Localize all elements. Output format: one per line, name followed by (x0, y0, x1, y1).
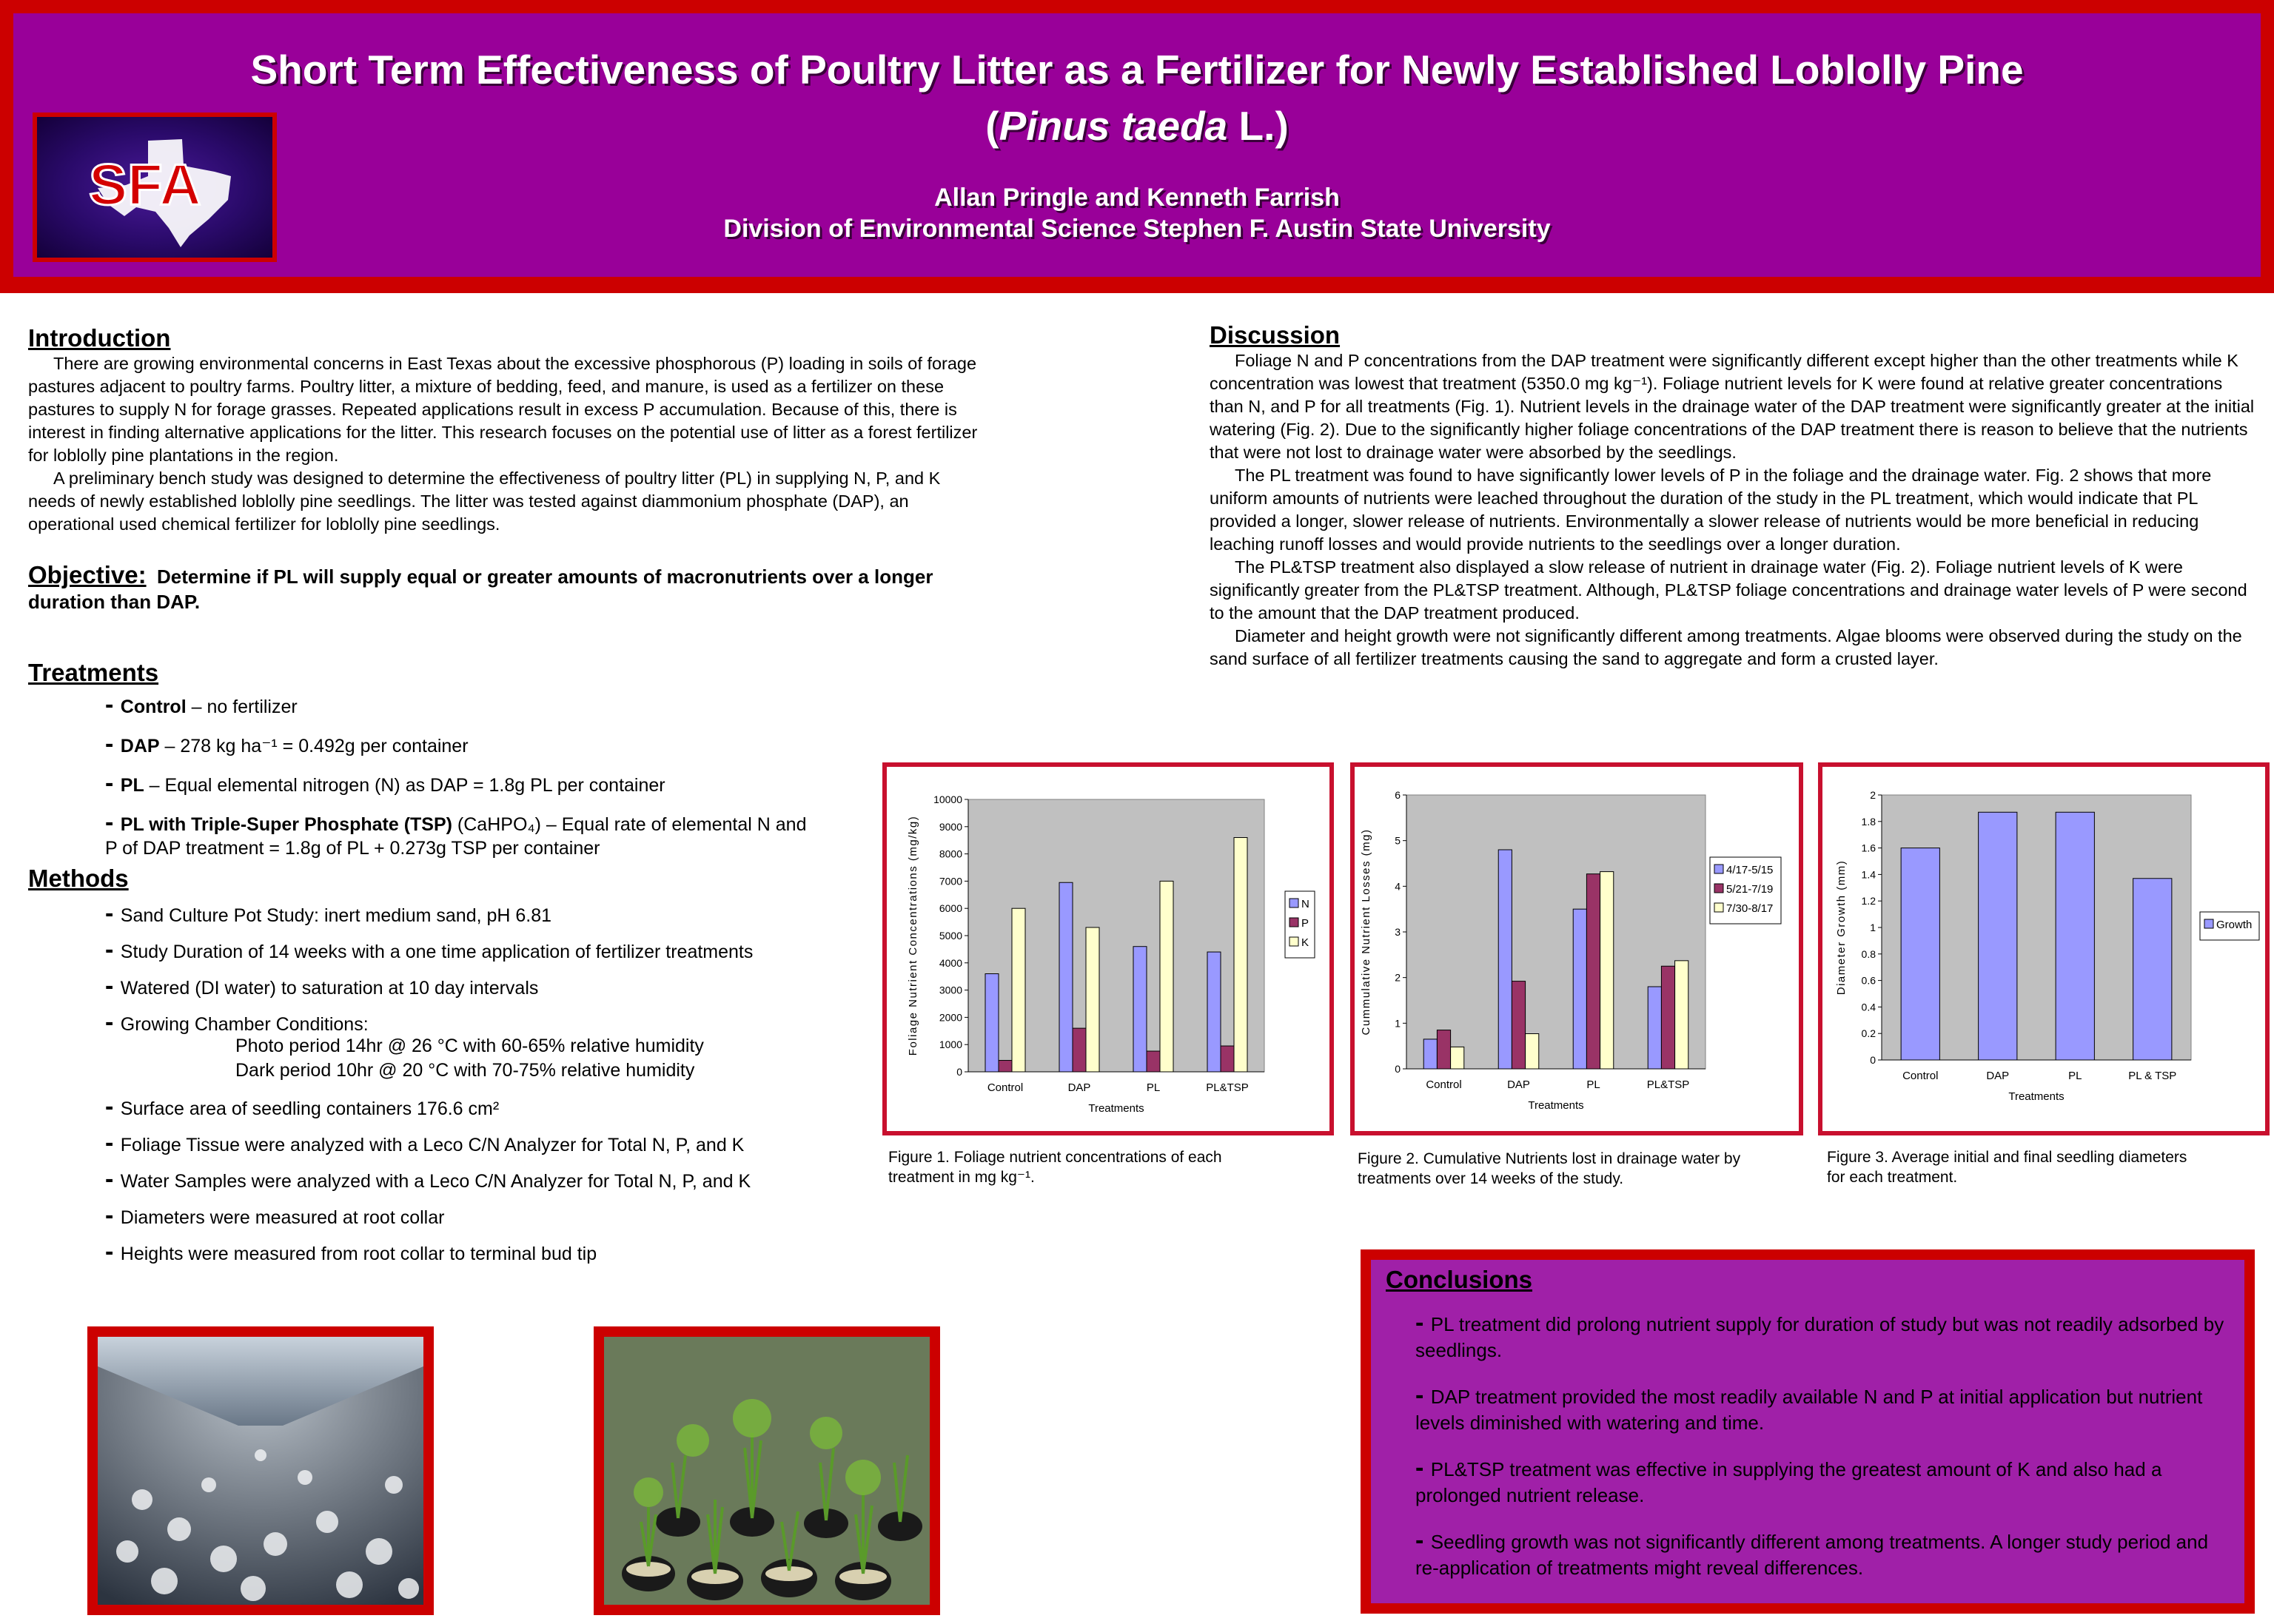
y-tick-label: 5000 (939, 930, 962, 942)
y-tick-label: 10000 (933, 793, 962, 805)
bar (1901, 848, 1939, 1060)
bar (1086, 927, 1099, 1072)
treatment-item-pl: - PL – Equal elemental nitrogen (N) as DAP = 1.8g PL per container (105, 769, 665, 797)
bar (999, 1061, 1012, 1072)
x-tick-label: Control (1902, 1070, 1939, 1082)
treatments-list (105, 693, 813, 860)
conclusion-item: - Seedling growth was not significantly different among treatments. A longer study period and re-application of treatments might reveal differences. (1415, 1526, 2209, 1579)
x-tick-label: PL (1146, 1081, 1161, 1094)
method-item: - Diameters were measured at root collar (105, 1201, 445, 1229)
legend-swatch (1289, 918, 1298, 927)
y-tick-label: 1 (1395, 1017, 1401, 1030)
method-item: - Heights were measured from root collar to terminal bud tip (105, 1238, 597, 1266)
objective-section (28, 563, 968, 614)
introduction-heading: Introduction (28, 324, 171, 352)
bar (1437, 1030, 1450, 1069)
bar (1012, 908, 1025, 1072)
legend-label: K (1301, 936, 1309, 949)
x-tick-label: DAP (1986, 1070, 2010, 1082)
treatments-heading: Treatments (28, 659, 159, 686)
y-tick-label: 4 (1395, 880, 1401, 893)
treatments-section (28, 659, 813, 860)
method-item: - Study Duration of 14 weeks with a one time application of fertilizer treatments (105, 936, 754, 964)
objective-label: Objective: (28, 561, 147, 588)
methods-heading: Methods (28, 865, 129, 892)
discussion-paragraph-4: Diameter and height growth were not significantly different among treatments. Algae blooms were observed during the study on the sand surface of all fertilizer treatments causing the sand to aggregate and form a crusted layer. (1210, 626, 2242, 668)
x-tick-label: PL (2068, 1070, 2082, 1082)
legend-swatch (1714, 884, 1723, 893)
discussion-paragraph-3: The PL&TSP treatment also displayed a slow release of nutrient in drainage water (Fig. 2). Foliage nutrient levels of K were significantly greater from the PL&TSP treatment. Although, PL&TSP foliage concentrations and drainage water levels of P were second to the amount that the DAP treatment produced. (1210, 557, 2247, 623)
bar (1234, 838, 1247, 1072)
y-tick-label: 8000 (939, 848, 962, 860)
x-axis-label: Treatments (2008, 1090, 2065, 1103)
y-tick-label: 6000 (939, 902, 962, 915)
bar (1648, 987, 1661, 1069)
bar (1661, 966, 1674, 1069)
y-tick-label: 2 (1870, 789, 1876, 801)
bar (1526, 1034, 1539, 1069)
bar (1498, 850, 1512, 1069)
y-tick-label: 4000 (939, 956, 962, 969)
bar (1512, 982, 1525, 1069)
photo-period: Photo period 14hr @ 26 °C with 60-65% relative humidity (235, 1036, 704, 1056)
x-tick-label: PL&TSP (1646, 1078, 1690, 1091)
x-tick-label: DAP (1507, 1078, 1530, 1091)
introduction-paragraph-1: There are growing environmental concerns in East Texas about the excessive phosphorous (P) loading in soils of forage pastures adjacent to poultry farms. Poultry litter, a mixture of bedding, feed, and manure, is used as a fertilizer on these pastures to supply N for forage grasses. Repeated applications result in excess P accumulation. Because of this, there is interest in finding alternative applications for the litter. This research focuses on the potential use of litter as a forest fertilizer for loblolly pine plantations in the region. (28, 354, 978, 465)
figure-3-chart (1822, 767, 2265, 1131)
y-tick-label: 1.2 (1861, 895, 1876, 907)
legend-label: 7/30-8/17 (1726, 902, 1774, 915)
y-axis-label: Cummulative Nutrient Losses (mg) (1360, 828, 1372, 1036)
x-tick-label: Control (1426, 1078, 1462, 1091)
introduction-section (28, 324, 983, 536)
x-axis-label: Treatments (1528, 1099, 1584, 1112)
bar (1586, 874, 1600, 1069)
y-tick-label: 1.8 (1861, 815, 1876, 828)
method-item: - Water Samples were analyzed with a Leco C/N Analyzer for Total N, P, and K (105, 1165, 751, 1193)
treatment-item-control: - Control – no fertilizer (105, 691, 298, 719)
bar (2056, 812, 2094, 1060)
figure-3-frame (1818, 762, 2270, 1135)
legend-swatch (1714, 903, 1723, 912)
bar (1133, 947, 1147, 1072)
bar (1073, 1028, 1086, 1072)
conclusions-list (1415, 1310, 2230, 1581)
y-tick-label: 0.2 (1861, 1027, 1876, 1040)
figure-1-chart (887, 767, 1329, 1131)
y-tick-label: 1 (1870, 922, 1876, 933)
dark-period: Dark period 10hr @ 20 °C with 70-75% relative humidity (235, 1060, 695, 1081)
bar (1147, 1051, 1160, 1072)
y-tick-label: 0.6 (1861, 974, 1876, 987)
poster-title-line1: Short Term Effectiveness of Poultry Litter as a Fertilizer for Newly Established Loblolly Pine (250, 47, 2024, 93)
introduction-paragraph-2: A preliminary bench study was designed to determine the effectiveness of poultry litter (PL) in supplying N, P, and K needs of newly established loblolly pine seedlings. The litter was tested against diammonium phosphate (DAP), an operational used chemical fertilizer for loblolly pine seedlings. (28, 469, 941, 534)
x-axis-label: Treatments (1088, 1102, 1144, 1115)
bar (2133, 879, 2172, 1060)
conclusions-heading: Conclusions (1386, 1266, 1533, 1293)
y-axis-label: Foliage Nutrient Concentrations (mg/kg) (907, 815, 919, 1056)
species-name: Pinus taeda (999, 103, 1228, 149)
method-item: - Foliage Tissue were analyzed with a Leco C/N Analyzer for Total N, P, and K (105, 1129, 745, 1157)
conclusion-item: - PL treatment did prolong nutrient supply for duration of study but was not readily adsorbed by seedlings. (1415, 1309, 2224, 1361)
legend-swatch (1289, 899, 1298, 907)
legend-label: P (1301, 917, 1309, 930)
legend-swatch (1289, 937, 1298, 946)
y-tick-label: 5 (1395, 834, 1401, 847)
logo-letters: SFA (89, 152, 201, 217)
legend-label: Growth (2216, 919, 2253, 931)
poultry-house-photo (87, 1326, 434, 1615)
y-tick-label: 0 (1870, 1054, 1876, 1066)
treatment-item-dap: - DAP – 278 kg ha⁻¹ = 0.492g per container (105, 730, 469, 758)
y-tick-label: 1.6 (1861, 842, 1876, 854)
objective-text: Determine if PL will supply equal or greater amounts of macronutrients over a longer duration than DAP. (28, 566, 933, 613)
y-tick-label: 3 (1395, 926, 1401, 938)
legend-swatch (2204, 919, 2213, 928)
figure-2-frame (1350, 762, 1803, 1135)
legend-swatch (1714, 865, 1723, 873)
discussion-section (1210, 321, 2259, 671)
x-tick-label: PL&TSP (1206, 1081, 1249, 1094)
bar (1451, 1047, 1464, 1069)
method-item: - Watered (DI water) to saturation at 10 day intervals (105, 972, 539, 1000)
legend-label: N (1301, 898, 1309, 910)
bar (1423, 1039, 1437, 1069)
conclusions-box (1361, 1249, 2255, 1614)
legend-label: 4/17-5/15 (1726, 864, 1774, 876)
legend-label: 5/21-7/19 (1726, 883, 1774, 896)
figure-1-frame (882, 762, 1334, 1135)
conclusion-item: - PL&TSP treatment was effective in supplying the greatest amount of K and also had a prolonged nutrient release. (1415, 1454, 2162, 1506)
y-tick-label: 6 (1395, 789, 1401, 801)
y-tick-label: 1000 (939, 1039, 962, 1051)
y-tick-label: 0 (956, 1066, 962, 1078)
x-tick-label: DAP (1067, 1081, 1091, 1094)
discussion-paragraph-1: Foliage N and P concentrations from the DAP treatment were significantly different except higher than the other treatments while K concentration was lowest that treatment (5350.0 mg kg⁻¹). Foliage nutrient levels for K were found at relative greater concentrations than N, and P for all treatments (Fig. 1). Nutrient levels in the drainage water of the DAP treatment were significantly greater at the initial watering (Fig. 2). Due to the significantly higher foliage concentrations of the DAP treatment there is reason to believe that the nutrients that were not lost to drainage water were absorbed by the seedlings. (1210, 351, 2255, 462)
method-item: - Sand Culture Pot Study: inert medium sand, pH 6.81 (105, 899, 552, 927)
conclusion-item: - DAP treatment provided the most readily available N and P at initial application but nutrient levels diminished with watering and time. (1415, 1381, 2203, 1434)
y-tick-label: 2 (1395, 971, 1401, 984)
figure-1-caption: Figure 1. Foliage nutrient concentrations of each treatment in mg kg⁻¹. (888, 1149, 1222, 1186)
y-tick-label: 0.8 (1861, 947, 1876, 960)
x-tick-label: PL & TSP (2128, 1070, 2177, 1082)
y-tick-label: 0 (1395, 1063, 1401, 1075)
figure-3-caption: Figure 3. Average initial and final seedling diameters for each treatment. (1827, 1149, 2187, 1186)
authors: Allan Pringle and Kenneth Farrish (934, 184, 1340, 212)
discussion-paragraph-2: The PL treatment was found to have significantly lower levels of P in the foliage and the drainage water. Fig. 2 shows that more uniform amounts of nutrients were leached throughout the duration of the study in the PL treatment, which would indicate that PL provided a longer, slower release of nutrients. Environmentally a slower release of nutrients would be more beneficial in reducing leaching runoff losses and would provide nutrients to the seedlings over a longer duration. (1210, 466, 2212, 554)
bar (1160, 881, 1173, 1072)
bar (1207, 952, 1221, 1072)
bar (1573, 909, 1586, 1069)
method-item: - Growing Chamber Conditions: (105, 1008, 369, 1036)
y-tick-label: 2000 (939, 1011, 962, 1024)
chicken-house-image-icon (98, 1337, 423, 1605)
method-item: - Surface area of seedling containers 176.6 cm² (105, 1093, 500, 1121)
figure-2-caption: Figure 2. Cumulative Nutrients lost in drainage water by treatments over 14 weeks of the study. (1358, 1150, 1741, 1187)
seedling-pots-image-icon (604, 1337, 930, 1605)
bar (985, 974, 999, 1072)
bar (1675, 961, 1688, 1069)
figure-2-chart (1355, 767, 1799, 1131)
poster-title-line2: (Pinus taeda L.) (985, 103, 1289, 149)
bar (1221, 1046, 1234, 1072)
y-tick-label: 7000 (939, 875, 962, 888)
bar (1600, 872, 1614, 1069)
bar (1979, 812, 2017, 1060)
affiliation: Division of Environmental Science Stephen F. Austin State University (723, 215, 1551, 243)
x-tick-label: Control (987, 1081, 1024, 1094)
discussion-heading: Discussion (1210, 321, 1341, 349)
pine-seedlings-photo (594, 1326, 940, 1615)
methods-section (28, 865, 842, 1276)
y-axis-label: Diameter Growth (mm) (1835, 859, 1848, 996)
x-tick-label: PL (1586, 1078, 1600, 1091)
treatment-item-pl-tsp: - PL with Triple-Super Phosphate (TSP) (CaHPO₄) – Equal rate of elemental N and P of DAP treatment = 1.8g of PL + 0.273g TSP per container (105, 808, 807, 859)
y-tick-label: 1.4 (1861, 868, 1876, 881)
y-tick-label: 9000 (939, 820, 962, 833)
y-tick-label: 0.4 (1861, 1001, 1876, 1013)
bar (1059, 882, 1073, 1072)
y-tick-label: 3000 (939, 984, 962, 996)
